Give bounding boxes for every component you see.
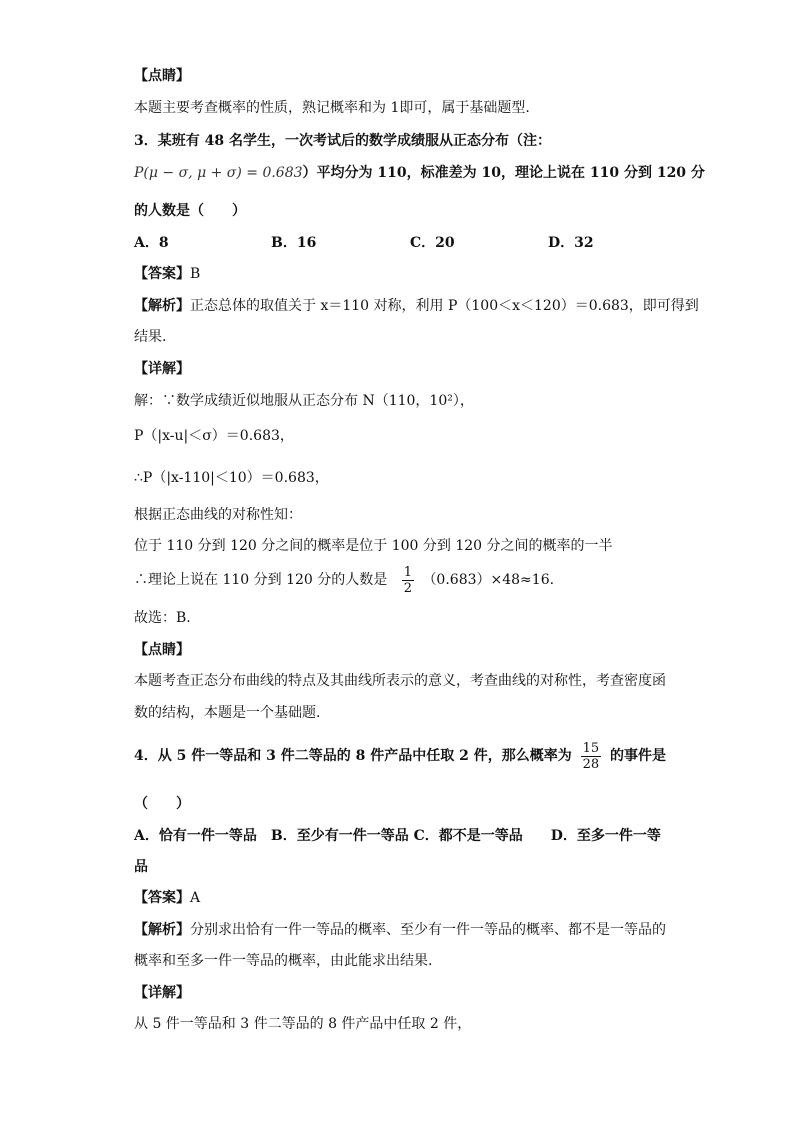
q4-fraction: $\frac{15}{28}$: [582, 740, 600, 772]
q3-option-d: D．32: [548, 235, 594, 251]
q3-analysis-line2: 结果.: [134, 329, 167, 345]
q4-options-line1: A．恰有一件一等品 B．至少有一件一等品 C．都不是一等品 D．至多一件一等: [134, 828, 661, 844]
q3-dianjing-line2: 数的结构，本题是一个基础题.: [134, 705, 321, 721]
dianjing-text: 本题主要考查概率的性质，熟记概率和为 1即可，属于基础题型.: [134, 100, 530, 116]
q3-answer: 【答案】B: [134, 266, 201, 282]
q3-detail-line1: 解：∵数学成绩近似地服从正态分布 N（110，10²），: [134, 393, 474, 409]
q3-choose: 故选：B.: [134, 610, 191, 626]
q3-fraction: $\frac{1}{2}$: [403, 564, 412, 596]
q4-analysis-line2: 概率和至多一件一等品的概率，由此能求出结果.: [134, 953, 433, 969]
q3-analysis-line1: 【解析】正态总体的取值关于 x＝110 对称，利用 P（100＜x＜120）＝0.683，即可得到: [134, 298, 699, 314]
q3-detail-line2: P（|x-u|＜σ）＝0.683，: [134, 428, 294, 444]
q3-stem-line1: 3．某班有 48 名学生，一次考试后的数学成绩服从正态分布（注：: [134, 133, 551, 149]
q3-stem-line2: P(μ − σ, μ + σ) = 0.683）平均分为 110，标准差为 10，理论上说在 110 分到 120 分: [134, 165, 705, 181]
q3-option-a: A．8: [134, 235, 169, 251]
dianjing-heading: 【点睛】: [134, 68, 190, 84]
q3-detail-line3: ∴P（|x-110|＜10）＝0.683，: [134, 470, 329, 486]
q4-paren: （ ）: [134, 796, 190, 812]
q4-analysis-line1: 【解析】分别求出恰有一件一等品的概率、至少有一件一等品的概率、都不是一等品的: [134, 922, 666, 938]
q3-detail-line5: 位于 110 分到 120 分之间的概率是位于 100 分到 120 分之间的概率的一半: [134, 538, 613, 554]
q4-detail-line1: 从 5 件一等品和 3 件二等品的 8 件产品中任取 2 件，: [134, 1016, 472, 1032]
q3-option-c: C．20: [410, 235, 455, 251]
q3-dianjing-line1: 本题考查正态分布曲线的特点及其曲线所表示的意义，考查曲线的对称性，考查密度函: [134, 673, 666, 689]
q3-formula: P(μ − σ, μ + σ) = 0.683: [134, 165, 303, 181]
q3-detail-line4: 根据正态曲线的对称性知：: [134, 507, 302, 523]
q3-option-b: B．16: [271, 235, 317, 251]
q3-dianjing-heading: 【点睛】: [134, 642, 190, 658]
q4-answer: 【答案】A: [134, 890, 201, 906]
q3-stem-line3: 的人数是（ ）: [134, 203, 246, 219]
q3-detail-heading: 【详解】: [134, 361, 190, 377]
q3-calc-line: ∴理论上说在 110 分到 120 分的人数是 $\frac{1}{2}$ （0.683）×48≈16.: [134, 564, 555, 596]
q4-options-line2: 品: [134, 859, 148, 875]
q4-detail-heading: 【详解】: [134, 985, 190, 1001]
q4-stem: 4．从 5 件一等品和 3 件二等品的 8 件产品中任取 2 件，那么概率为 $\frac{15}{28}$ 的事件是: [134, 740, 666, 772]
